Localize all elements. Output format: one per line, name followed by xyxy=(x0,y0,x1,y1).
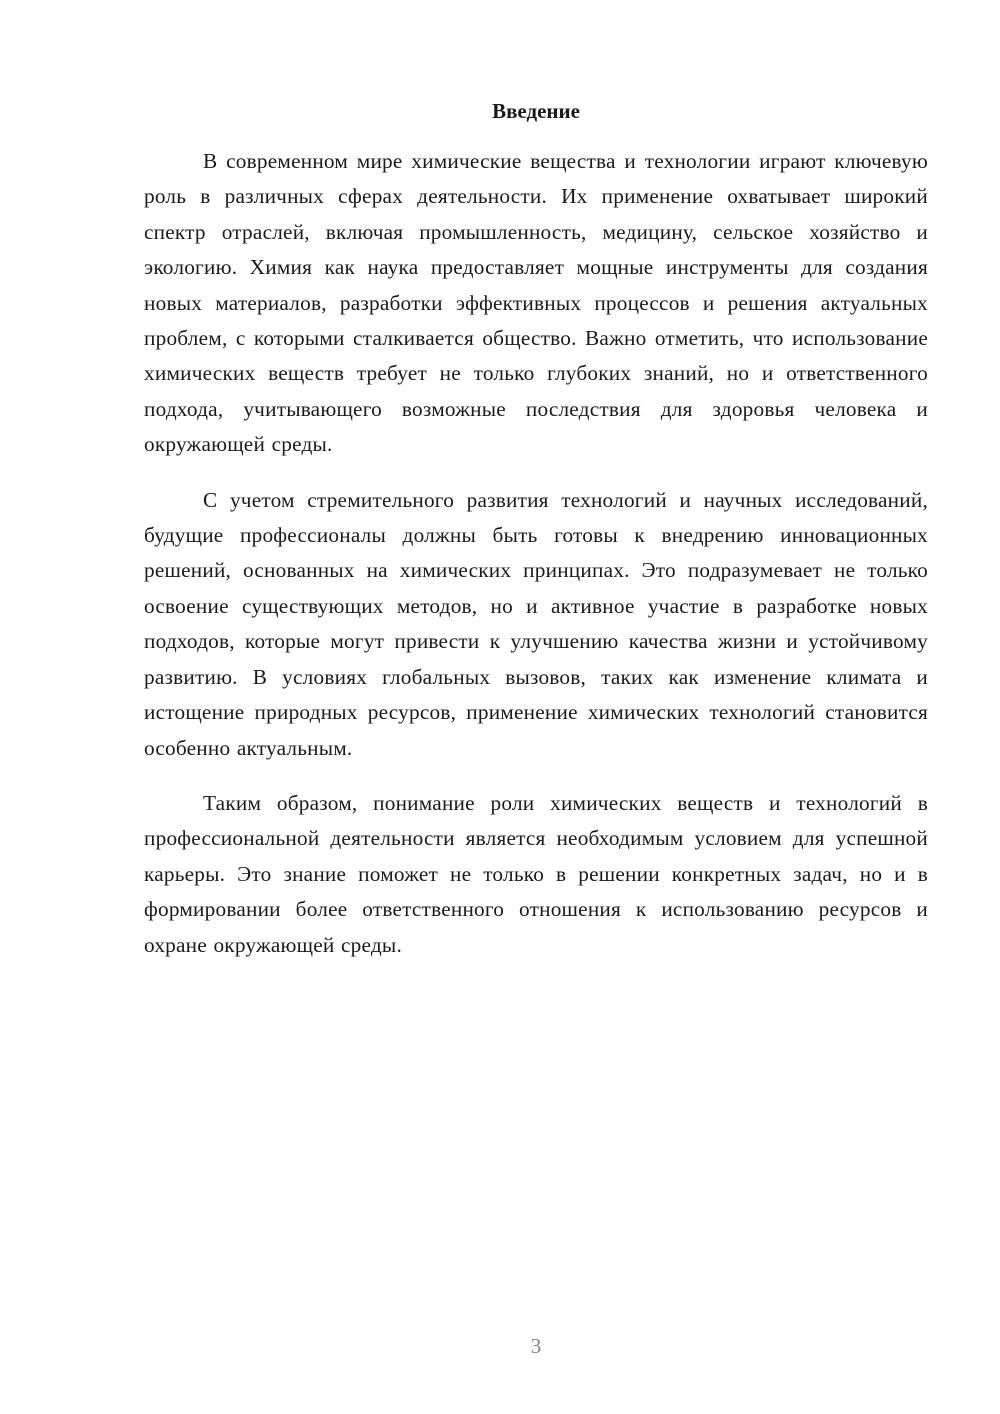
body-text xyxy=(144,144,928,983)
paragraph-3: Таким образом, понимание роли химических веществ и технологий в профессиональной деятельности является необходимым условием для успешной карьеры. Это знание поможет не только в решении конкретных задач, но и в формировании более ответственного отношения к использованию ресурсов и охране окружающей среды. xyxy=(144,790,928,957)
paragraph-1: В современном мире химические вещества и технологии играют ключевую роль в различных сферах деятельности. Их применение охватывает широкий спектр отраслей, включая промышленность, медицину, сельское хозяйство и экологию. Химия как наука предоставляет мощные инструменты для создания новых материалов, разработки эффективных процессов и решения актуальных проблем, с которыми сталкивается общество. Важно отметить, что использование химических веществ требует не только глубоких знаний, но и ответственного подхода, учитывающего возможные последствия для здоровья человека и окружающей среды. xyxy=(144,149,928,457)
paragraph-2: С учетом стремительного развития технологий и научных исследований, будущие профессионалы должны быть готовы к внедрению инновационных решений, основанных на химических принципах. Это подразумевает не только освоение существующих методов, но и активное участие в разработке новых подходов, которые могут привести к улучшению качества жизни и устойчивому развитию. В условиях глобальных вызовов, таких как изменение климата и истощение природных ресурсов, применение химических технологий становится особенно актуальным. xyxy=(144,487,928,760)
page-title: Введение xyxy=(492,99,580,123)
page-number: 3 xyxy=(530,1334,542,1358)
